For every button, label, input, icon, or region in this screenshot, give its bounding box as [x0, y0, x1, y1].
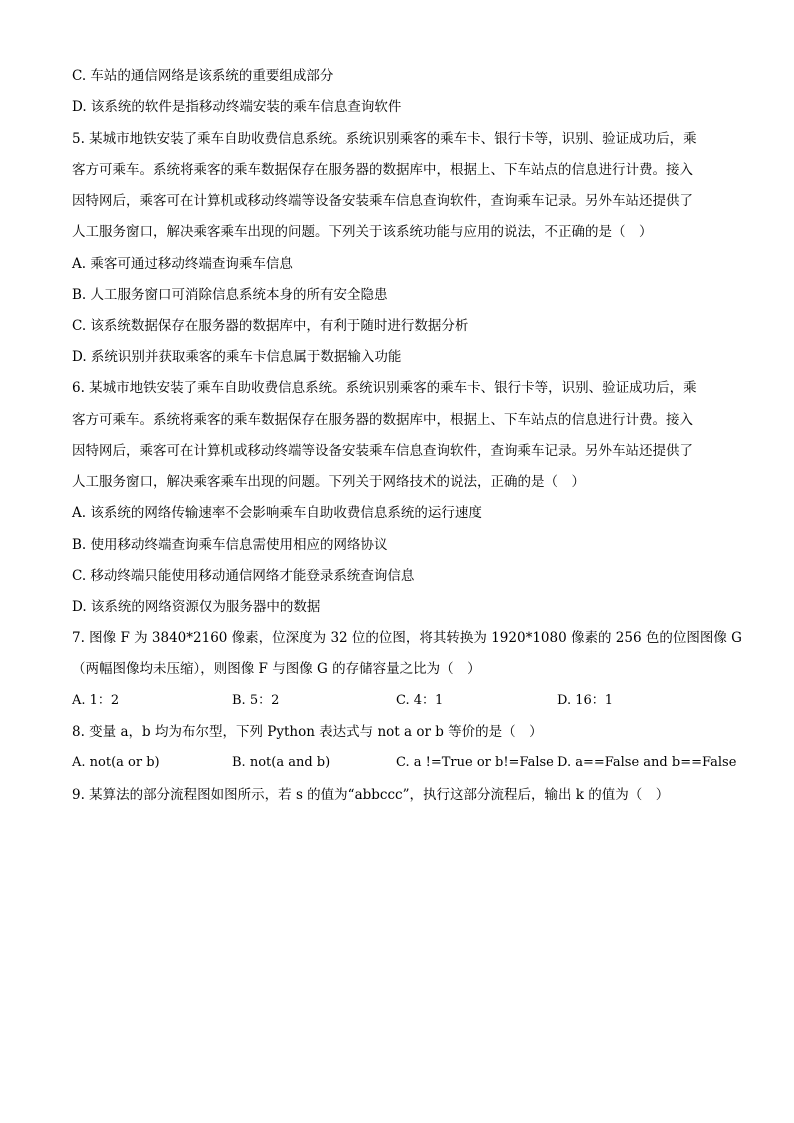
q5-stem-line-4: 人工服务窗口，解决乘客乘车出现的问题。下列关于该系统功能与应用的说法，不正确的是（ ） [72, 224, 653, 240]
q6-option-b: B. 使用移动终端查询乘车信息需使用相应的网络协议 [72, 537, 388, 553]
q8-option-b: B. not(a and b) [232, 755, 331, 770]
q5-option-b: B. 人工服务窗口可消除信息系统本身的所有安全隐患 [72, 287, 388, 303]
q5-option-a: A. 乘客可通过移动终端查询乘车信息 [72, 256, 293, 272]
q8-option-d: D. a==False and b==False [557, 755, 737, 770]
q8-option-a: A. not(a or b) [72, 755, 160, 770]
q7-options [72, 692, 722, 710]
q7-stem-line-2: （两幅图像均未压缩），则图像 F 与图像 G 的存储容量之比为（ ） [72, 661, 481, 677]
q6-stem-line-2: 客方可乘车。系统将乘客的乘车数据保存在服务器的数据库中，根据上、下车站点的信息进行计费。接入 [72, 412, 693, 428]
q8-option-c: C. a !=True or b!=False [396, 755, 554, 770]
q7-option-a: A. 1：2 [72, 693, 120, 708]
q4-option-c: C. 车站的通信网络是该系统的重要组成部分 [72, 68, 334, 84]
q8-options [72, 754, 737, 772]
q5-option-c: C. 该系统数据保存在服务器的数据库中，有利于随时进行数据分析 [72, 318, 469, 334]
q5-stem-line-3: 因特网后，乘客可在计算机或移动终端等设备安装乘车信息查询软件，查询乘车记录。另外车站还提供了 [72, 193, 693, 209]
q6-stem-line-3: 因特网后，乘客可在计算机或移动终端等设备安装乘车信息查询软件，查询乘车记录。另外车站还提供了 [72, 443, 693, 459]
q9-stem: 9. 某算法的部分流程图如图所示，若 s 的值为“abbccc”，执行这部分流程后，输出 k 的值为（ ） [72, 787, 670, 803]
q5-stem-line-2: 客方可乘车。系统将乘客的乘车数据保存在服务器的数据库中，根据上、下车站点的信息进行计费。接入 [72, 162, 693, 178]
q6-stem-line-1: 6. 某城市地铁安装了乘车自助收费信息系统。系统识别乘客的乘车卡、银行卡等，识别、验证成功后，乘 [72, 380, 697, 396]
q6-option-c: C. 移动终端只能使用移动通信网络才能登录系统查询信息 [72, 568, 415, 584]
q7-stem-line-1: 7. 图像 F 为 3840*2160 像素，位深度为 32 位的位图，将其转换为 1920*1080 像素的 256 色的位图图像 G [72, 630, 742, 646]
q5-stem-line-1: 5. 某城市地铁安装了乘车自助收费信息系统。系统识别乘客的乘车卡、银行卡等，识别、验证成功后，乘 [72, 131, 697, 147]
q7-option-d: D. 16：1 [557, 693, 614, 708]
q6-option-a: A. 该系统的网络传输速率不会影响乘车自助收费信息系统的运行速度 [72, 505, 482, 521]
q7-option-c: C. 4：1 [396, 693, 444, 708]
q6-option-d: D. 该系统的网络资源仅为服务器中的数据 [72, 599, 321, 615]
q8-stem: 8. 变量 a，b 均为布尔型，下列 Python 表达式与 not a or b 等价的是（ ） [72, 724, 543, 740]
q7-option-b: B. 5：2 [232, 693, 280, 708]
q6-stem-line-4: 人工服务窗口，解决乘客乘车出现的问题。下列关于网络技术的说法，正确的是（ ） [72, 474, 585, 490]
q5-option-d: D. 系统识别并获取乘客的乘车卡信息属于数据输入功能 [72, 349, 402, 365]
q4-option-d: D. 该系统的软件是指移动终端安装的乘车信息查询软件 [72, 99, 402, 115]
